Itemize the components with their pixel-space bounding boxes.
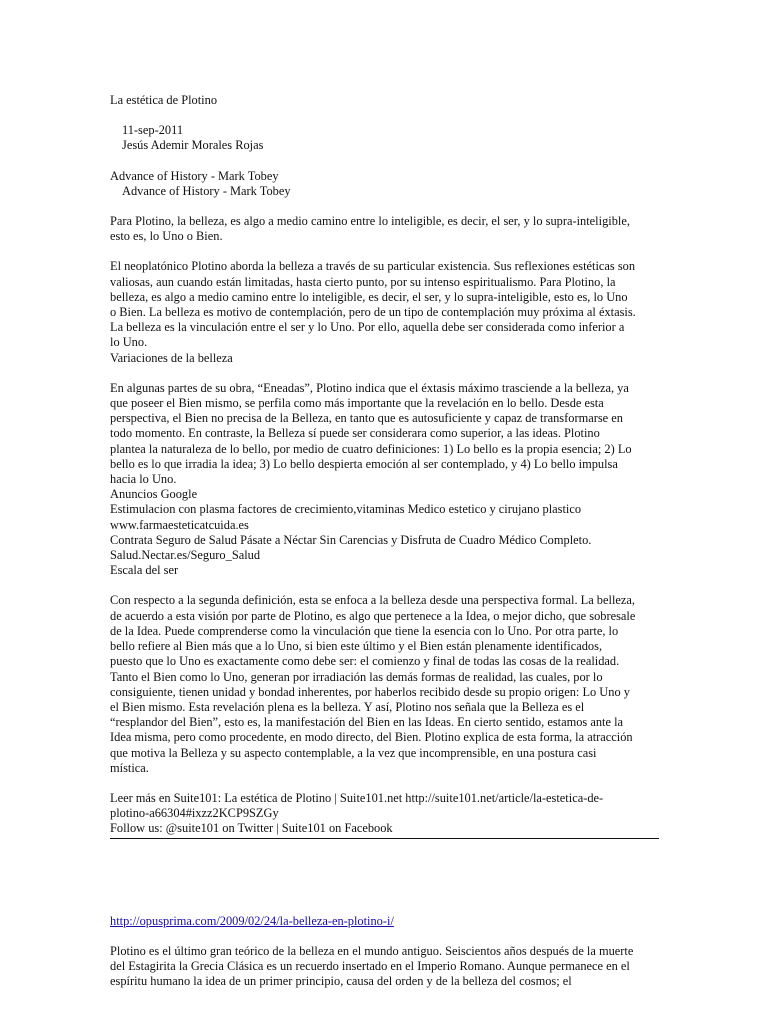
text-line: Con respecto a la segunda definición, esta se enfoca a la belleza desde una perspectiva formal. La belleza, [110,593,635,608]
text-line: de la Idea. Puede comprenderse como la vinculación que tiene la esencia con lo Uno. Por otra parte, lo [110,623,619,638]
text-line: perspectiva, el Bien no precisa de la Belleza, en tanto que es autosuficiente y capaz de transformarse en [110,411,623,426]
text-line: belleza, es algo a medio camino entre lo inteligible, es decir, el ser, y lo supra-inteligible, esto es, lo Uno [110,289,628,304]
text-line: mística. [110,760,149,775]
opusprima-link[interactable]: http://opusprima.com/2009/02/24/la-belleza-en-plotino-i/ [110,913,394,928]
text-line: La belleza es la vinculación entre el ser y lo Uno. Por ello, aquella debe ser considerada como inferior a [110,320,625,335]
section-heading-variaciones: Variaciones de la belleza [110,350,233,365]
text-line: puesto que lo Uno es exactamente como debe ser: el comienzo y final de todas las cosas de la realidad. [110,654,620,669]
paragraph-neoplatonic [110,259,658,350]
paragraph-second-definition [110,593,658,775]
text-line: espíritu humano la idea de un primer principio, causa del orden y de la belleza del cosmos; el [110,974,572,989]
image-caption: Advance of History - Mark Tobey [110,168,279,183]
text-line: En algunas partes de su obra, “Eneadas”, Plotino indica que el éxtasis máximo trasciende a la belleza, ya [110,380,629,395]
read-more-link[interactable]: plotino-a66304#ixzz2KCP9SZGy [110,806,279,821]
ad-text[interactable]: Estimulacion con plasma factores de crecimiento,vitaminas Medico estetico y cirujano plastico [110,502,582,517]
text-line: bello refiere al Bien más que a lo Uno, si bien este último y el Bien están plenamente identificados, [110,639,603,654]
text-line: bello es lo que irradia la idea; 3) Lo bello despierta emoción al ser contemplado, y 4) Lo bello impulsa [110,456,618,471]
ads-heading: Anuncios Google [110,487,198,502]
image-caption-secondary: Advance of History - Mark Tobey [122,183,291,198]
text-line: que poseer el Bien mismo, se perfila como más importante que la revelación en lo bello. Desde esta [110,396,604,411]
text-line: El neoplatónico Plotino aborda la belleza a través de su particular existencia. Sus reflexiones estéticas son [110,259,636,274]
text-line: esto es, lo Uno o Bien. [110,229,223,244]
text-line: todo momento. En contraste, la Belleza sí puede ser considerara como superior, a las ideas. Plotino [110,426,600,441]
text-line: Plotino es el último gran teórico de la belleza en el mundo antiguo. Seiscientos años después de la muerte [110,943,634,958]
ad-text[interactable]: Contrata Seguro de Salud Pásate a Néctar Sin Carencias y Disfruta de Cuadro Médico Completo. [110,532,592,547]
text-line: Idea misma, pero como procedente, en modo directo, del Bien. Plotino explica de esta forma, la atracción [110,730,633,745]
text-line: “resplandor del Bien”, esto es, la manifestación del Bien en las Ideas. En cierto sentido, estamos ante la [110,715,624,730]
text-line: el Bien mismo. Esta revelación plena es la belleza. Y así, Plotino nos señala que la Belleza es el [110,699,585,714]
text-line: lo Uno. [110,335,148,350]
read-more-link[interactable]: Leer más en Suite101: La estética de Plotino | Suite101.net http://suite101.net/article/la-estetica-de- [110,790,604,805]
document-body [110,93,658,989]
ad-url[interactable]: www.farmaesteticatcuida.es [110,517,249,532]
text-line: plantea la naturaleza de lo bello, por medio de cuatro definiciones: 1) Lo bello es la propia esencia; 2) Lo [110,441,632,456]
text-line: Tanto el Bien como lo Uno, generan por irradiación las demás formas de realidad, las cuales, por lo [110,669,603,684]
text-line: del Estagirita la Grecia Clásica es un recuerdo insertado en el Imperio Romano. Aunque permanece en el [110,958,630,973]
paragraph-plotino-last-theorist [110,944,658,990]
article-date: 11-sep-2011 [122,123,184,138]
read-more-block [110,791,658,821]
text-line: hacia lo Uno. [110,472,177,487]
article-title: La estética de Plotino [110,93,218,107]
text-line: Para Plotino, la belleza, es algo a medio camino entre lo inteligible, es decir, el ser, y lo supra-inteligible, [110,214,630,229]
text-line: o Bien. La belleza es motivo de contemplación, pero de un tipo de contemplación muy próxima al éxtasis. [110,305,636,320]
article-author: Jesús Ademir Morales Rojas [122,138,264,153]
text-line: de acuerdo a esta visión por parte de Plotino, es algo que pertenece a la Idea, o mejor dicho, que sobresale [110,608,636,623]
text-line: valiosas, aun cuando están limitadas, hasta cierto punto, por su intenso espiritualismo. Para Plotino, la [110,274,616,289]
paragraph-eneadas [110,381,658,487]
text-line: que motiva la Belleza y su aspecto contemplable, a la vez que incomprensible, en una postura casi [110,745,597,760]
section-heading-escala: Escala del ser [110,563,179,578]
paragraph-intro [110,214,658,244]
text-line: consiguiente, tienen unidad y bondad inherentes, por haberlos recibido desde su propio origen: Lo Uno y [110,684,630,699]
follow-us-text[interactable]: Follow us: @suite101 on Twitter | Suite101 on Facebook [110,821,393,836]
ad-url[interactable]: Salud.Nectar.es/Seguro_Salud [110,548,261,563]
